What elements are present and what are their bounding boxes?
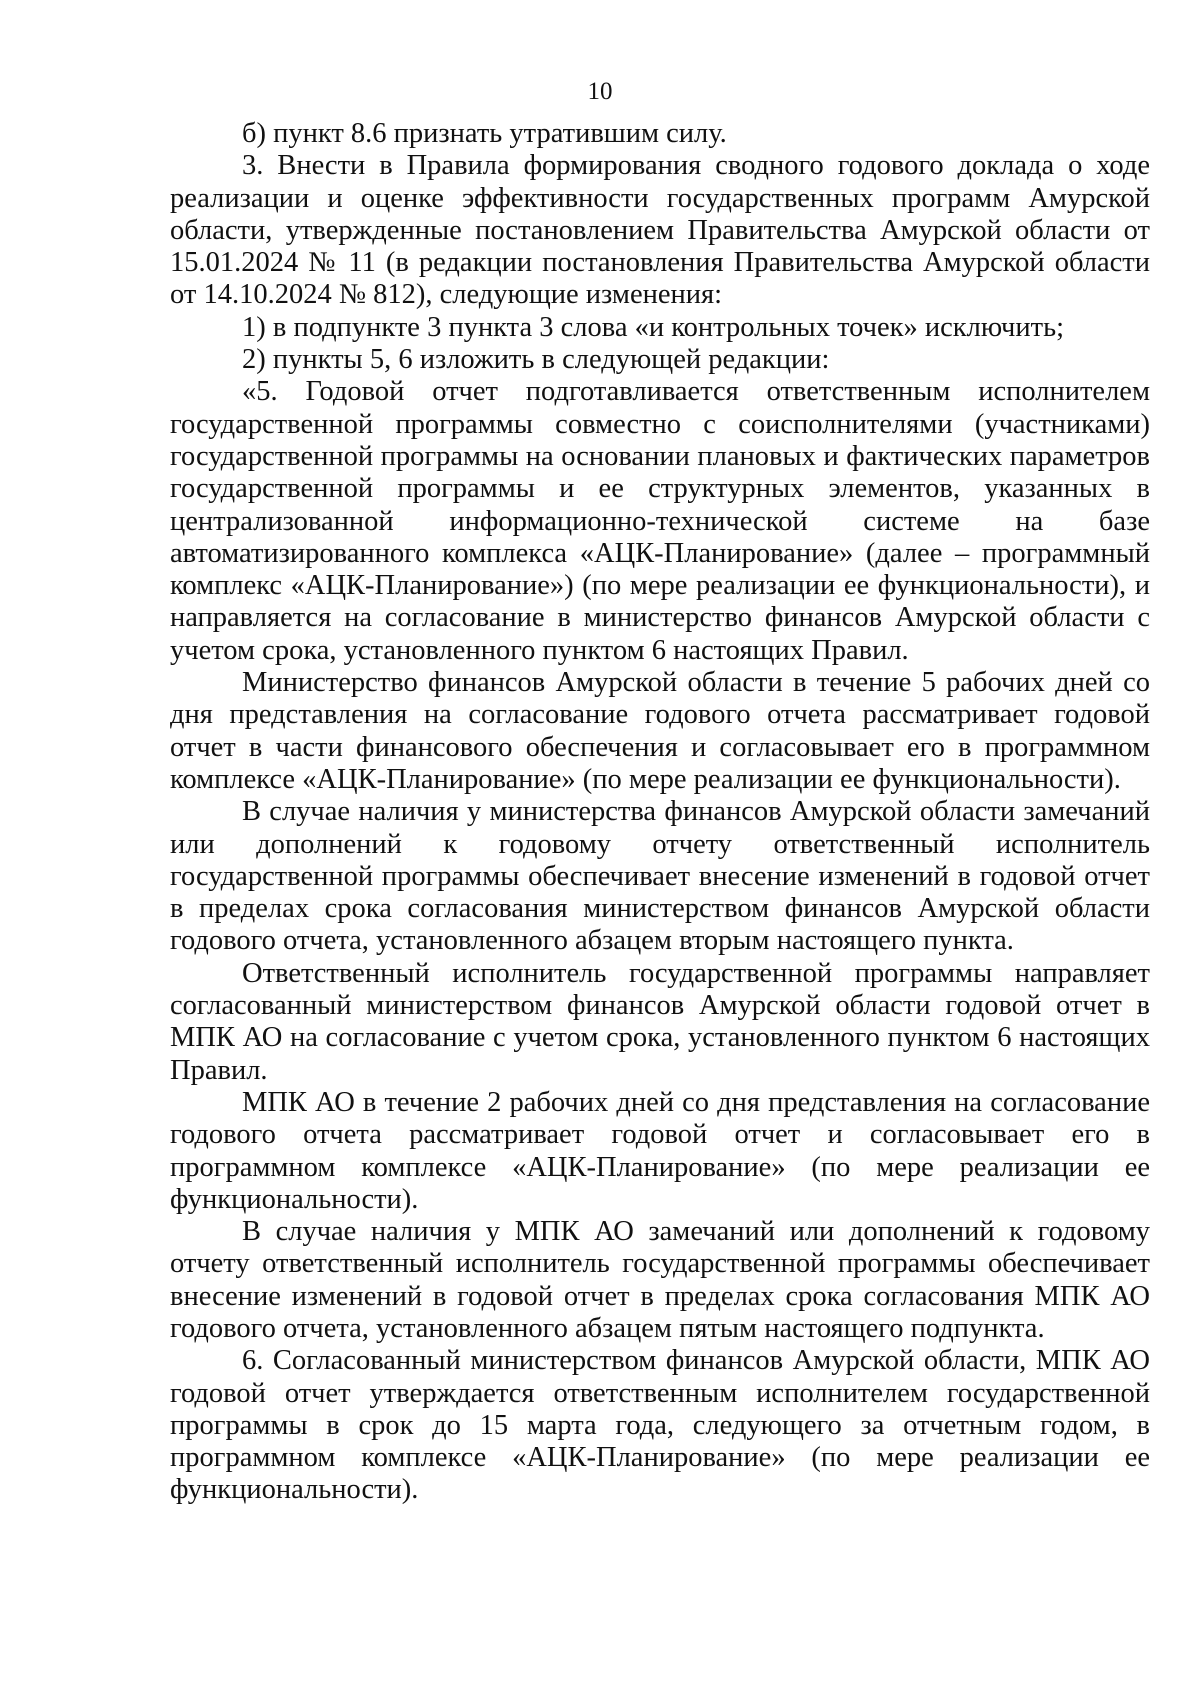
paragraph-10-mpk-remarks: В случае наличия у МПК АО замечаний или дополнений к годовому отчету ответственный исполнитель государственной программы обеспечивает внесение изменений в годовой отчет в пределах срока согласования МПК АО годового отчета, установленного абзацем пятым настоящего подпункта. bbox=[170, 1216, 1150, 1344]
paragraph-8-executor-submission: Ответственный исполнитель государственной программы направляет согласованный министерством финансов Амурской области годовой отчет в МПК АО на согласование с учетом срока, установленного пунктом 6 настоящих Правил. bbox=[170, 957, 1150, 1086]
paragraph-4-subitem-2: 2) пункты 5, 6 изложить в следующей редакции: bbox=[242, 344, 830, 376]
document-body bbox=[170, 118, 1150, 1507]
paragraph-3-subitem-1: 1) в подпункте 3 пункта 3 слова «и контрольных точек» исключить; bbox=[242, 311, 1064, 343]
paragraph-6-ministry-review: Министерство финансов Амурской области в течение 5 рабочих дней со дня представления на согласование годового отчета рассматривает годовой отчет в части финансового обеспечения и согласовывает его в программном комплексе «АЦК-Планирование» (по мере реализации ее функциональности). bbox=[170, 667, 1150, 795]
paragraph-11-clause-6: 6. Согласованный министерством финансов Амурской области, МПК АО годовой отчет утверждается ответственным исполнителем государственной программы в срок до 15 марта года, следующего за отчетным годом, в программном комплексе «АЦК-Планирование» (по мере реализации ее функциональности). bbox=[170, 1345, 1150, 1506]
paragraph-2-item-3: 3. Внести в Правила формирования сводного годового доклада о ходе реализации и оценке эффективности государственных программ Амурской области, утвержденные постановлением Правительства Амурской области от 15.01.2024 № 11 (в редакции постановления Правительства Амурской области от 14.10.2024 № 812), следующие изменения: bbox=[170, 150, 1150, 311]
paragraph-5-clause-5: «5. Годовой отчет подготавливается ответственным исполнителем государственной программы совместно с соисполнителями (участниками) государственной программы на основании плановых и фактических параметров государственной программы и ее структурных элементов, указанных в централизованной информационно-технической системе на базе автоматизированного комплекса «АЦК-Планирование» (далее – программный комплекс «АЦК-Планирование») (по мере реализации ее функциональности), и направляется на согласование в министерство финансов Амурской области с учетом срока, установленного пунктом 6 настоящих Правил. bbox=[170, 376, 1150, 666]
paragraph-7-ministry-remarks: В случае наличия у министерства финансов Амурской области замечаний или дополнений к годовому отчету ответственный исполнитель государственной программы обеспечивает внесение изменений в годовой отчет в пределах срока согласования министерством финансов Амурской области годового отчета, установленного абзацем вторым настоящего пункта. bbox=[170, 796, 1150, 957]
page-number: 10 bbox=[587, 78, 613, 105]
paragraph-9-mpk-review: МПК АО в течение 2 рабочих дней со дня представления на согласование годового отчета рассматривает годовой отчет и согласовывает его в программном комплексе «АЦК-Планирование» (по мере реализации ее функциональности). bbox=[170, 1086, 1150, 1215]
paragraph-1-item-b: б) пункт 8.6 признать утратившим силу. bbox=[242, 118, 727, 149]
